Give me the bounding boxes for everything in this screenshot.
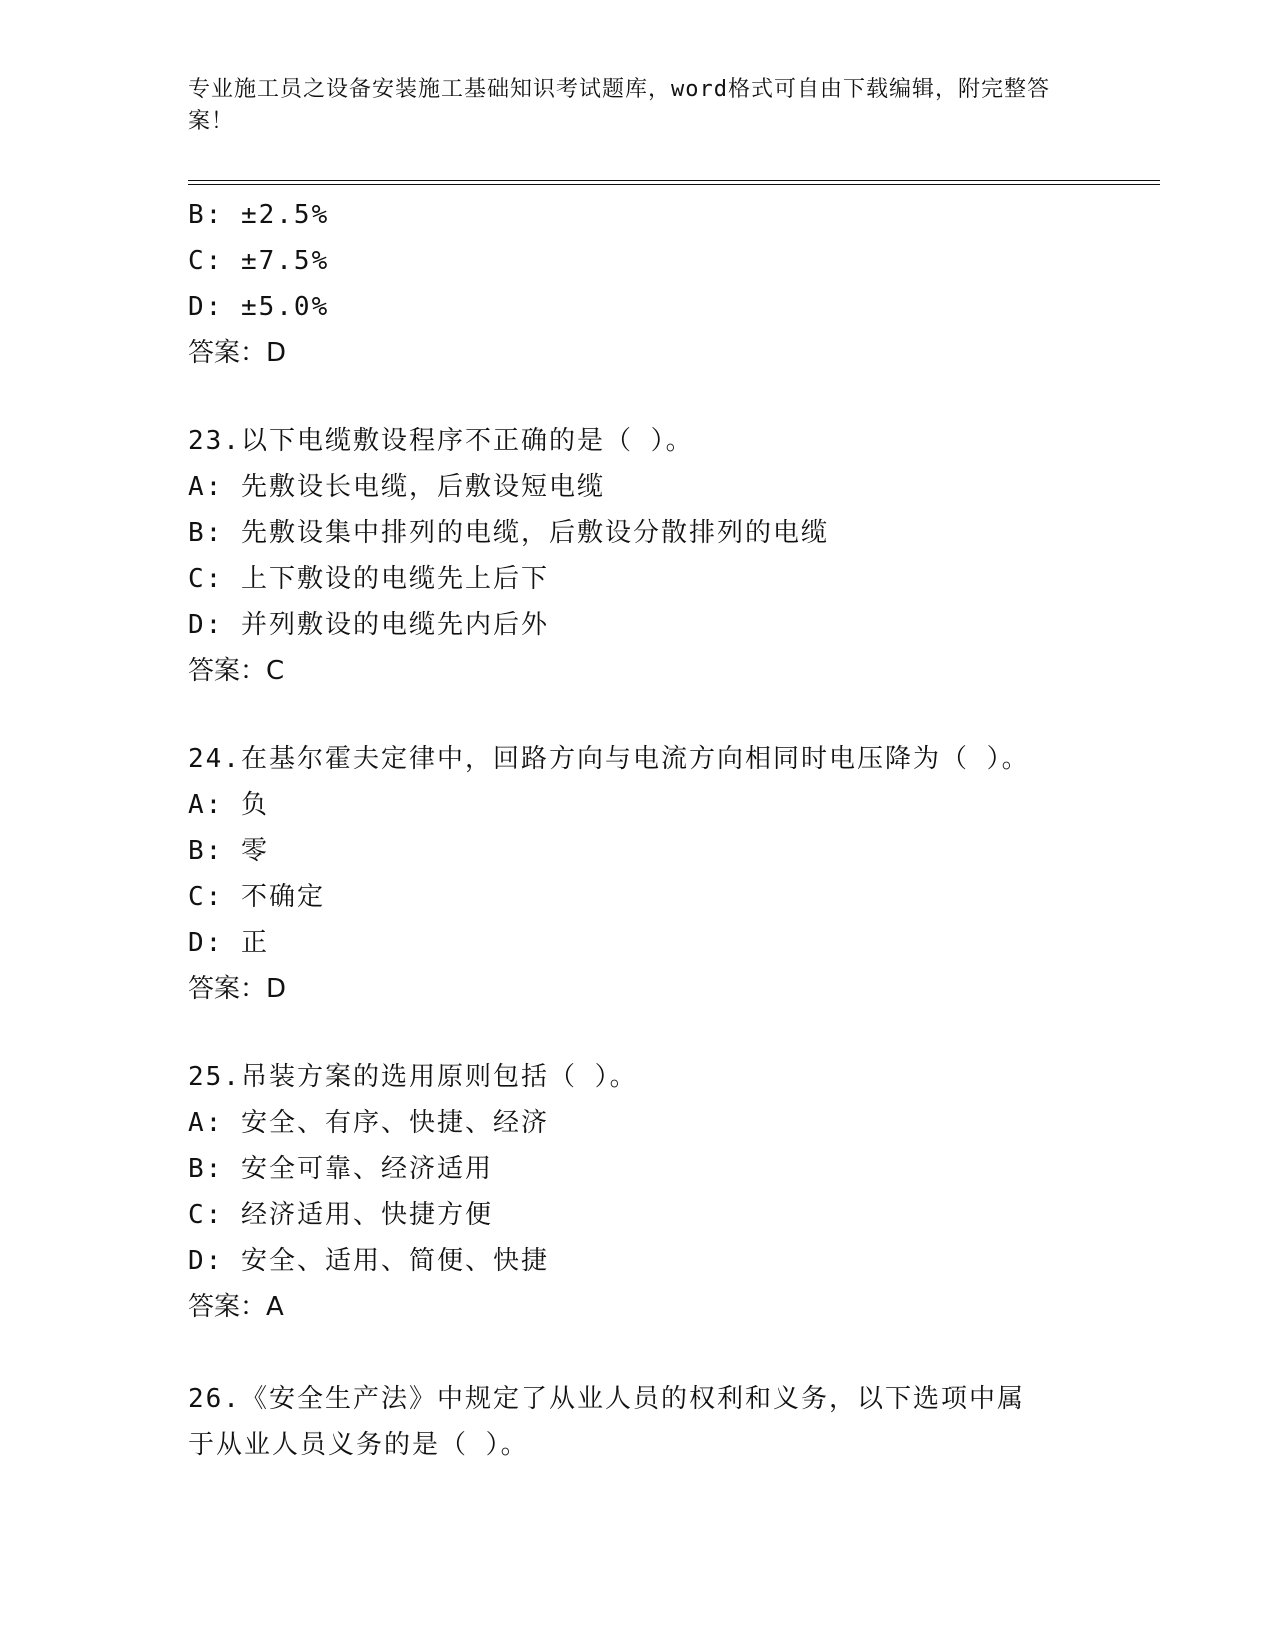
question-26 (188, 1376, 1148, 1468)
answer: 答案：C (188, 656, 285, 686)
answer: 答案：D (188, 338, 287, 368)
option-b: B: 先敷设集中排列的电缆，后敷设分散排列的电缆 (188, 518, 829, 548)
option-d: D: 安全、适用、简便、快捷 (188, 1246, 549, 1276)
question-23 (188, 418, 1148, 694)
question-stem: 23.以下电缆敷设程序不正确的是（ ）。 (188, 426, 694, 456)
option-a: A: 先敷设长电缆，后敷设短电缆 (188, 472, 605, 502)
answer: 答案：D (188, 974, 287, 1004)
option-b: B: 安全可靠、经济适用 (188, 1154, 493, 1184)
option-d: D: 并列敷设的电缆先内后外 (188, 610, 549, 640)
option-c: C: 经济适用、快捷方便 (188, 1200, 493, 1230)
question-stem: 24.在基尔霍夫定律中，回路方向与电流方向相同时电压降为（ ）。 (188, 744, 1030, 774)
option-a: A: 负 (188, 790, 269, 820)
option-c: C: 上下敷设的电缆先上后下 (188, 564, 549, 594)
header-divider (188, 180, 1160, 185)
question-list (188, 192, 1148, 1468)
option-b: B: 零 (188, 836, 269, 866)
option-b: B: ±2.5% (188, 200, 330, 230)
option-c: C: ±7.5% (188, 246, 330, 276)
option-c: C: 不确定 (188, 882, 325, 912)
option-a: A: 安全、有序、快捷、经济 (188, 1108, 549, 1138)
question-stem: 25.吊装方案的选用原则包括（ ）。 (188, 1062, 638, 1092)
document-header: 专业施工员之设备安装施工基础知识考试题库，word格式可自由下载编辑，附完整答案！ (188, 77, 1050, 134)
prev-question-tail (188, 192, 1148, 376)
option-d: D: 正 (188, 928, 269, 958)
question-stem: 26.《安全生产法》中规定了从业人员的权利和义务，以下选项中属于从业人员义务的是（ ）。 (188, 1384, 1025, 1460)
question-25 (188, 1054, 1148, 1330)
answer: 答案：A (188, 1292, 284, 1322)
option-d: D: ±5.0% (188, 292, 330, 322)
question-24 (188, 736, 1148, 1012)
